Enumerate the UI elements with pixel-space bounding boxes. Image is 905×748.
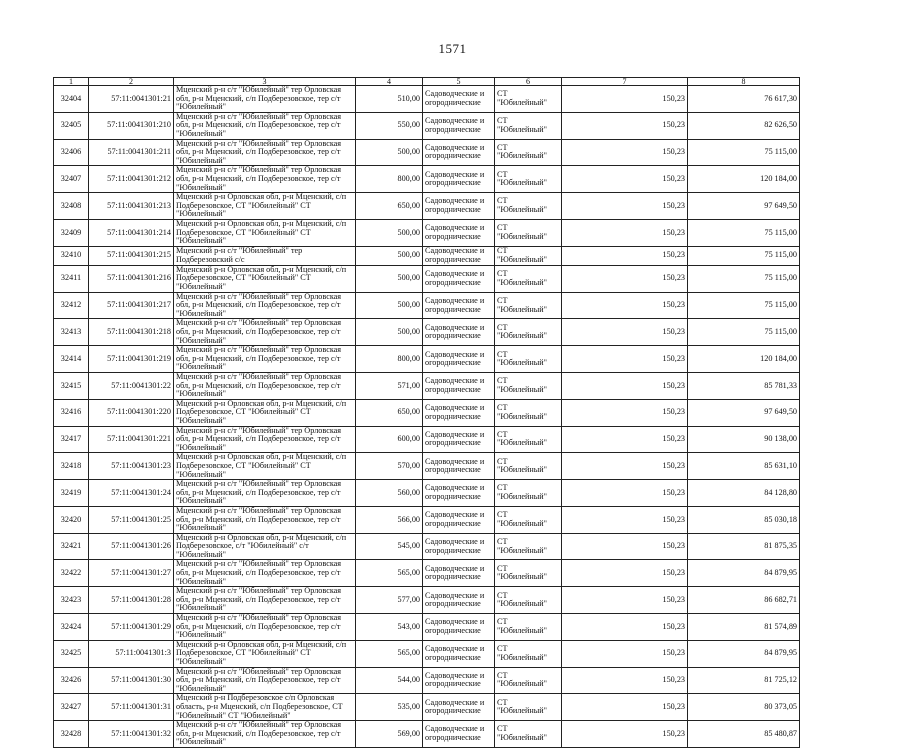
unit-rate-cell: 150,23 — [562, 193, 688, 220]
unit-rate-cell: 150,23 — [562, 112, 688, 139]
table-row — [54, 373, 800, 400]
row-number-cell: 32420 — [54, 506, 89, 533]
cadastral-cost-cell: 120 184,00 — [688, 346, 800, 373]
area-cell: 577,00 — [356, 587, 423, 614]
cadastral-cost-cell: 76 617,30 — [688, 86, 800, 113]
cadastral-cost-cell: 90 138,00 — [688, 426, 800, 453]
column-header: 7 — [562, 78, 688, 86]
unit-rate-cell: 150,23 — [562, 480, 688, 507]
land-use-type-cell: Садоводческие и огороднические — [423, 587, 495, 614]
cadastral-number-cell: 57:11:0041301:217 — [89, 292, 174, 319]
cadastral-number-cell: 57:11:0041301:26 — [89, 533, 174, 560]
owner-cell: СТ "Юбилейный" — [495, 139, 562, 166]
table-row — [54, 721, 800, 748]
land-use-type-cell: Садоводческие и огороднические — [423, 292, 495, 319]
address-cell: Мценский р-н с/т "Юбилейный" тер Орловская обл, р-н Мценский, с/п Подберезовское, тер с/т "Юбилейный" — [174, 587, 356, 614]
unit-rate-cell: 150,23 — [562, 453, 688, 480]
area-cell: 543,00 — [356, 614, 423, 641]
area-cell: 500,00 — [356, 265, 423, 292]
land-use-type-cell: Садоводческие и огороднические — [423, 219, 495, 246]
address-cell: Мценский р-н с/т "Юбилейный" тер Орловская обл, р-н Мценский, с/п Подберезовское, тер с/т "Юбилейный" — [174, 86, 356, 113]
row-number-cell: 32407 — [54, 166, 89, 193]
column-header: 1 — [54, 78, 89, 86]
address-cell: Мценский р-н с/т "Юбилейный" тер Подберезовский с/с — [174, 246, 356, 265]
owner-cell: СТ "Юбилейный" — [495, 587, 562, 614]
area-cell: 500,00 — [356, 292, 423, 319]
cadastral-cost-cell: 84 879,95 — [688, 560, 800, 587]
table-row — [54, 533, 800, 560]
address-cell: Мценский р-н с/т "Юбилейный" тер Орловская обл, р-н Мценский, с/п Подберезовское, тер с/т "Юбилейный" — [174, 292, 356, 319]
land-use-type-cell: Садоводческие и огороднические — [423, 667, 495, 694]
area-cell: 510,00 — [356, 86, 423, 113]
land-use-type-cell: Садоводческие и огороднические — [423, 139, 495, 166]
row-number-cell: 32409 — [54, 219, 89, 246]
table-row — [54, 86, 800, 113]
unit-rate-cell: 150,23 — [562, 694, 688, 721]
address-cell: Мценский р-н с/т "Юбилейный" тер Орловская обл, р-н Мценский, с/п Подберезовское, тер с/т "Юбилейный" — [174, 506, 356, 533]
area-cell: 800,00 — [356, 346, 423, 373]
unit-rate-cell: 150,23 — [562, 246, 688, 265]
table-row — [54, 319, 800, 346]
unit-rate-cell: 150,23 — [562, 721, 688, 748]
land-use-type-cell: Садоводческие и огороднические — [423, 319, 495, 346]
owner-cell: СТ "Юбилейный" — [495, 721, 562, 748]
owner-cell: СТ "Юбилейный" — [495, 319, 562, 346]
unit-rate-cell: 150,23 — [562, 373, 688, 400]
unit-rate-cell: 150,23 — [562, 640, 688, 667]
owner-cell: СТ "Юбилейный" — [495, 560, 562, 587]
address-cell: Мценский р-н с/т "Юбилейный" тер Орловская обл, р-н Мценский, с/п Подберезовское, тер с/т "Юбилейный" — [174, 614, 356, 641]
land-use-type-cell: Садоводческие и огороднические — [423, 506, 495, 533]
cadastral-number-cell: 57:11:0041301:30 — [89, 667, 174, 694]
unit-rate-cell: 150,23 — [562, 86, 688, 113]
area-cell: 545,00 — [356, 533, 423, 560]
row-number-cell: 32406 — [54, 139, 89, 166]
row-number-cell: 32428 — [54, 721, 89, 748]
area-cell: 565,00 — [356, 560, 423, 587]
owner-cell: СТ "Юбилейный" — [495, 219, 562, 246]
table-row — [54, 480, 800, 507]
area-cell: 570,00 — [356, 453, 423, 480]
row-number-cell: 32426 — [54, 667, 89, 694]
cadastral-cost-cell: 85 030,18 — [688, 506, 800, 533]
row-number-cell: 32427 — [54, 694, 89, 721]
unit-rate-cell: 150,23 — [562, 219, 688, 246]
row-number-cell: 32425 — [54, 640, 89, 667]
table-row — [54, 399, 800, 426]
area-cell: 650,00 — [356, 193, 423, 220]
area-cell: 500,00 — [356, 219, 423, 246]
unit-rate-cell: 150,23 — [562, 265, 688, 292]
table-row — [54, 112, 800, 139]
table-row — [54, 193, 800, 220]
address-cell: Мценский р-н с/т "Юбилейный" тер Орловская обл, р-н Мценский, с/п Подберезовское, тер с/т "Юбилейный" — [174, 560, 356, 587]
address-cell: Мценский р-н с/т "Юбилейный" тер Орловская обл, р-н Мценский, с/п Подберезовское, тер с/т "Юбилейный" — [174, 667, 356, 694]
land-use-type-cell: Садоводческие и огороднические — [423, 86, 495, 113]
area-cell: 600,00 — [356, 426, 423, 453]
cadastral-cost-cell: 75 115,00 — [688, 246, 800, 265]
land-use-type-cell: Садоводческие и огороднические — [423, 614, 495, 641]
table-row — [54, 614, 800, 641]
row-number-cell: 32423 — [54, 587, 89, 614]
owner-cell: СТ "Юбилейный" — [495, 373, 562, 400]
cadastral-cost-cell: 84 879,95 — [688, 640, 800, 667]
row-number-cell: 32412 — [54, 292, 89, 319]
cadastral-number-cell: 57:11:0041301:31 — [89, 694, 174, 721]
address-cell: Мценский р-н Подберезовское с/п Орловская область, р-н Мценский, с/п Подберезовское, СТ "Юбилейный" СТ "Юбилейный" — [174, 694, 356, 721]
column-header: 6 — [495, 78, 562, 86]
area-cell: 650,00 — [356, 399, 423, 426]
cadastral-cost-cell: 85 781,33 — [688, 373, 800, 400]
cadastral-number-cell: 57:11:0041301:220 — [89, 399, 174, 426]
row-number-cell: 32424 — [54, 614, 89, 641]
address-cell: Мценский р-н с/т "Юбилейный" тер Орловская обл, р-н Мценский, с/п Подберезовское, тер с/т "Юбилейный" — [174, 112, 356, 139]
land-use-type-cell: Садоводческие и огороднические — [423, 694, 495, 721]
cadastral-cost-cell: 81 574,89 — [688, 614, 800, 641]
unit-rate-cell: 150,23 — [562, 560, 688, 587]
table-row — [54, 640, 800, 667]
unit-rate-cell: 150,23 — [562, 506, 688, 533]
unit-rate-cell: 150,23 — [562, 166, 688, 193]
land-use-type-cell: Садоводческие и огороднические — [423, 640, 495, 667]
cadastral-cost-cell: 75 115,00 — [688, 292, 800, 319]
cadastral-number-cell: 57:11:0041301:29 — [89, 614, 174, 641]
owner-cell: СТ "Юбилейный" — [495, 667, 562, 694]
owner-cell: СТ "Юбилейный" — [495, 292, 562, 319]
address-cell: Мценский р-н с/т "Юбилейный" тер Орловская обл, р-н Мценский, с/п Подберезовское, тер с/т "Юбилейный" — [174, 373, 356, 400]
cadastral-number-cell: 57:11:0041301:23 — [89, 453, 174, 480]
row-number-cell: 32413 — [54, 319, 89, 346]
row-number-cell: 32419 — [54, 480, 89, 507]
table-row — [54, 219, 800, 246]
owner-cell: СТ "Юбилейный" — [495, 166, 562, 193]
table-row — [54, 265, 800, 292]
owner-cell: СТ "Юбилейный" — [495, 86, 562, 113]
cadastral-number-cell: 57:11:0041301:215 — [89, 246, 174, 265]
address-cell: Мценский р-н с/т "Юбилейный" тер Орловская обл, р-н Мценский, с/п Подберезовское, тер с/т "Юбилейный" — [174, 139, 356, 166]
cadastral-cost-cell: 75 115,00 — [688, 265, 800, 292]
table-row — [54, 426, 800, 453]
land-use-type-cell: Садоводческие и огороднические — [423, 399, 495, 426]
cadastral-cost-cell: 75 115,00 — [688, 219, 800, 246]
owner-cell: СТ "Юбилейный" — [495, 265, 562, 292]
address-cell: Мценский р-н с/т "Юбилейный" тер Орловская обл, р-н Мценский, с/п Подберезовское, тер с/т "Юбилейный" — [174, 319, 356, 346]
row-number-cell: 32408 — [54, 193, 89, 220]
table-row — [54, 560, 800, 587]
column-header: 2 — [89, 78, 174, 86]
cadastral-number-cell: 57:11:0041301:221 — [89, 426, 174, 453]
unit-rate-cell: 150,23 — [562, 533, 688, 560]
address-cell: Мценский р-н с/т "Юбилейный" тер Орловская обл, р-н Мценский, с/п Подберезовское, тер с/т "Юбилейный" — [174, 480, 356, 507]
area-cell: 571,00 — [356, 373, 423, 400]
land-use-type-cell: Садоводческие и огороднические — [423, 246, 495, 265]
address-cell: Мценский р-н Орловская обл, р-н Мценский, с/п Подберезовское, СТ "Юбилейный" СТ "Юбилейный" — [174, 219, 356, 246]
row-number-cell: 32411 — [54, 265, 89, 292]
land-registry-table — [53, 77, 800, 748]
unit-rate-cell: 150,23 — [562, 614, 688, 641]
unit-rate-cell: 150,23 — [562, 399, 688, 426]
land-use-type-cell: Садоводческие и огороднические — [423, 480, 495, 507]
area-cell: 500,00 — [356, 319, 423, 346]
owner-cell: СТ "Юбилейный" — [495, 193, 562, 220]
cadastral-cost-cell: 75 115,00 — [688, 319, 800, 346]
cadastral-number-cell: 57:11:0041301:28 — [89, 587, 174, 614]
address-cell: Мценский р-н с/т "Юбилейный" тер Орловская обл, р-н Мценский, с/п Подберезовское, тер с/т "Юбилейный" — [174, 166, 356, 193]
cadastral-number-cell: 57:11:0041301:3 — [89, 640, 174, 667]
cadastral-number-cell: 57:11:0041301:32 — [89, 721, 174, 748]
row-number-cell: 32417 — [54, 426, 89, 453]
cadastral-number-cell: 57:11:0041301:27 — [89, 560, 174, 587]
land-use-type-cell: Садоводческие и огороднические — [423, 265, 495, 292]
cadastral-number-cell: 57:11:0041301:25 — [89, 506, 174, 533]
row-number-cell: 32416 — [54, 399, 89, 426]
address-cell: Мценский р-н с/т "Юбилейный" тер Орловская обл, р-н Мценский, с/п Подберезовское, тер с/т "Юбилейный" — [174, 346, 356, 373]
row-number-cell: 32418 — [54, 453, 89, 480]
cadastral-cost-cell: 75 115,00 — [688, 139, 800, 166]
table-row — [54, 587, 800, 614]
area-cell: 535,00 — [356, 694, 423, 721]
table-row — [54, 667, 800, 694]
row-number-cell: 32421 — [54, 533, 89, 560]
area-cell: 565,00 — [356, 640, 423, 667]
table-body — [54, 86, 800, 748]
column-header: 4 — [356, 78, 423, 86]
address-cell: Мценский р-н Орловская обл, р-н Мценский, с/п Подберезовское, с/т "Юбилейный" с/т "Юбилейный" — [174, 533, 356, 560]
cadastral-number-cell: 57:11:0041301:211 — [89, 139, 174, 166]
cadastral-number-cell: 57:11:0041301:218 — [89, 319, 174, 346]
page-number: 1571 — [438, 41, 467, 56]
unit-rate-cell: 150,23 — [562, 139, 688, 166]
land-use-type-cell: Садоводческие и огороднические — [423, 373, 495, 400]
unit-rate-cell: 150,23 — [562, 587, 688, 614]
table-row — [54, 453, 800, 480]
unit-rate-cell: 150,23 — [562, 667, 688, 694]
cadastral-number-cell: 57:11:0041301:213 — [89, 193, 174, 220]
land-use-type-cell: Садоводческие и огороднические — [423, 560, 495, 587]
row-number-cell: 32414 — [54, 346, 89, 373]
cadastral-cost-cell: 86 682,71 — [688, 587, 800, 614]
row-number-cell: 32404 — [54, 86, 89, 113]
owner-cell: СТ "Юбилейный" — [495, 246, 562, 265]
owner-cell: СТ "Юбилейный" — [495, 112, 562, 139]
cadastral-number-cell: 57:11:0041301:24 — [89, 480, 174, 507]
area-cell: 544,00 — [356, 667, 423, 694]
row-number-cell: 32422 — [54, 560, 89, 587]
land-use-type-cell: Садоводческие и огороднические — [423, 426, 495, 453]
table-header-row — [54, 78, 800, 86]
address-cell: Мценский р-н Орловская обл, р-н Мценский, с/п Подберезовское, СТ "Юбилейный" СТ "Юбилейный" — [174, 265, 356, 292]
land-use-type-cell: Садоводческие и огороднические — [423, 112, 495, 139]
cadastral-number-cell: 57:11:0041301:22 — [89, 373, 174, 400]
owner-cell: СТ "Юбилейный" — [495, 346, 562, 373]
table-row — [54, 292, 800, 319]
cadastral-cost-cell: 97 649,50 — [688, 399, 800, 426]
table-row — [54, 139, 800, 166]
area-cell: 500,00 — [356, 246, 423, 265]
cadastral-number-cell: 57:11:0041301:210 — [89, 112, 174, 139]
cadastral-number-cell: 57:11:0041301:219 — [89, 346, 174, 373]
table-row — [54, 246, 800, 265]
address-cell: Мценский р-н с/т "Юбилейный" тер Орловская обл, р-н Мценский, с/п Подберезовское, тер с/т "Юбилейный" — [174, 426, 356, 453]
table-row — [54, 506, 800, 533]
cadastral-cost-cell: 81 875,35 — [688, 533, 800, 560]
address-cell: Мценский р-н Орловская обл, р-н Мценский, с/п Подберезовское, СТ "Юбилейный" СТ "Юбилейный" — [174, 453, 356, 480]
address-cell: Мценский р-н с/т "Юбилейный" тер Орловская обл, р-н Мценский, с/п Подберезовское, тер с/т "Юбилейный" — [174, 721, 356, 748]
cadastral-number-cell: 57:11:0041301:212 — [89, 166, 174, 193]
cadastral-cost-cell: 85 631,10 — [688, 453, 800, 480]
row-number-cell: 32415 — [54, 373, 89, 400]
area-cell: 500,00 — [356, 139, 423, 166]
column-header: 8 — [688, 78, 800, 86]
area-cell: 550,00 — [356, 112, 423, 139]
address-cell: Мценский р-н Орловская обл, р-н Мценский, с/п Подберезовское, СТ "Юбилейный" СТ "Юбилейный" — [174, 193, 356, 220]
area-cell: 800,00 — [356, 166, 423, 193]
unit-rate-cell: 150,23 — [562, 426, 688, 453]
cadastral-cost-cell: 120 184,00 — [688, 166, 800, 193]
cadastral-cost-cell: 85 480,87 — [688, 721, 800, 748]
cadastral-cost-cell: 84 128,80 — [688, 480, 800, 507]
row-number-cell: 32405 — [54, 112, 89, 139]
cadastral-number-cell: 57:11:0041301:214 — [89, 219, 174, 246]
area-cell: 560,00 — [356, 480, 423, 507]
owner-cell: СТ "Юбилейный" — [495, 453, 562, 480]
cadastral-number-cell: 57:11:0041301:216 — [89, 265, 174, 292]
table-row — [54, 694, 800, 721]
unit-rate-cell: 150,23 — [562, 346, 688, 373]
column-header: 3 — [174, 78, 356, 86]
area-cell: 566,00 — [356, 506, 423, 533]
area-cell: 569,00 — [356, 721, 423, 748]
owner-cell: СТ "Юбилейный" — [495, 614, 562, 641]
cadastral-cost-cell: 80 373,05 — [688, 694, 800, 721]
owner-cell: СТ "Юбилейный" — [495, 694, 562, 721]
column-header: 5 — [423, 78, 495, 86]
table-row — [54, 166, 800, 193]
cadastral-cost-cell: 82 626,50 — [688, 112, 800, 139]
table-row — [54, 346, 800, 373]
land-use-type-cell: Садоводческие и огороднические — [423, 346, 495, 373]
land-use-type-cell: Садоводческие и огороднические — [423, 166, 495, 193]
land-use-type-cell: Садоводческие и огороднические — [423, 533, 495, 560]
land-use-type-cell: Садоводческие и огороднические — [423, 721, 495, 748]
owner-cell: СТ "Юбилейный" — [495, 426, 562, 453]
cadastral-cost-cell: 81 725,12 — [688, 667, 800, 694]
row-number-cell: 32410 — [54, 246, 89, 265]
land-use-type-cell: Садоводческие и огороднические — [423, 453, 495, 480]
address-cell: Мценский р-н Орловская обл, р-н Мценский, с/п Подберезовское, СТ "Юбилейный" СТ "Юбилейный" — [174, 640, 356, 667]
owner-cell: СТ "Юбилейный" — [495, 399, 562, 426]
cadastral-cost-cell: 97 649,50 — [688, 193, 800, 220]
owner-cell: СТ "Юбилейный" — [495, 480, 562, 507]
owner-cell: СТ "Юбилейный" — [495, 533, 562, 560]
cadastral-number-cell: 57:11:0041301:21 — [89, 86, 174, 113]
land-use-type-cell: Садоводческие и огороднические — [423, 193, 495, 220]
unit-rate-cell: 150,23 — [562, 292, 688, 319]
owner-cell: СТ "Юбилейный" — [495, 640, 562, 667]
address-cell: Мценский р-н Орловская обл, р-н Мценский, с/п Подберезовское, СТ "Юбилейный" СТ "Юбилейный" — [174, 399, 356, 426]
unit-rate-cell: 150,23 — [562, 319, 688, 346]
owner-cell: СТ "Юбилейный" — [495, 506, 562, 533]
